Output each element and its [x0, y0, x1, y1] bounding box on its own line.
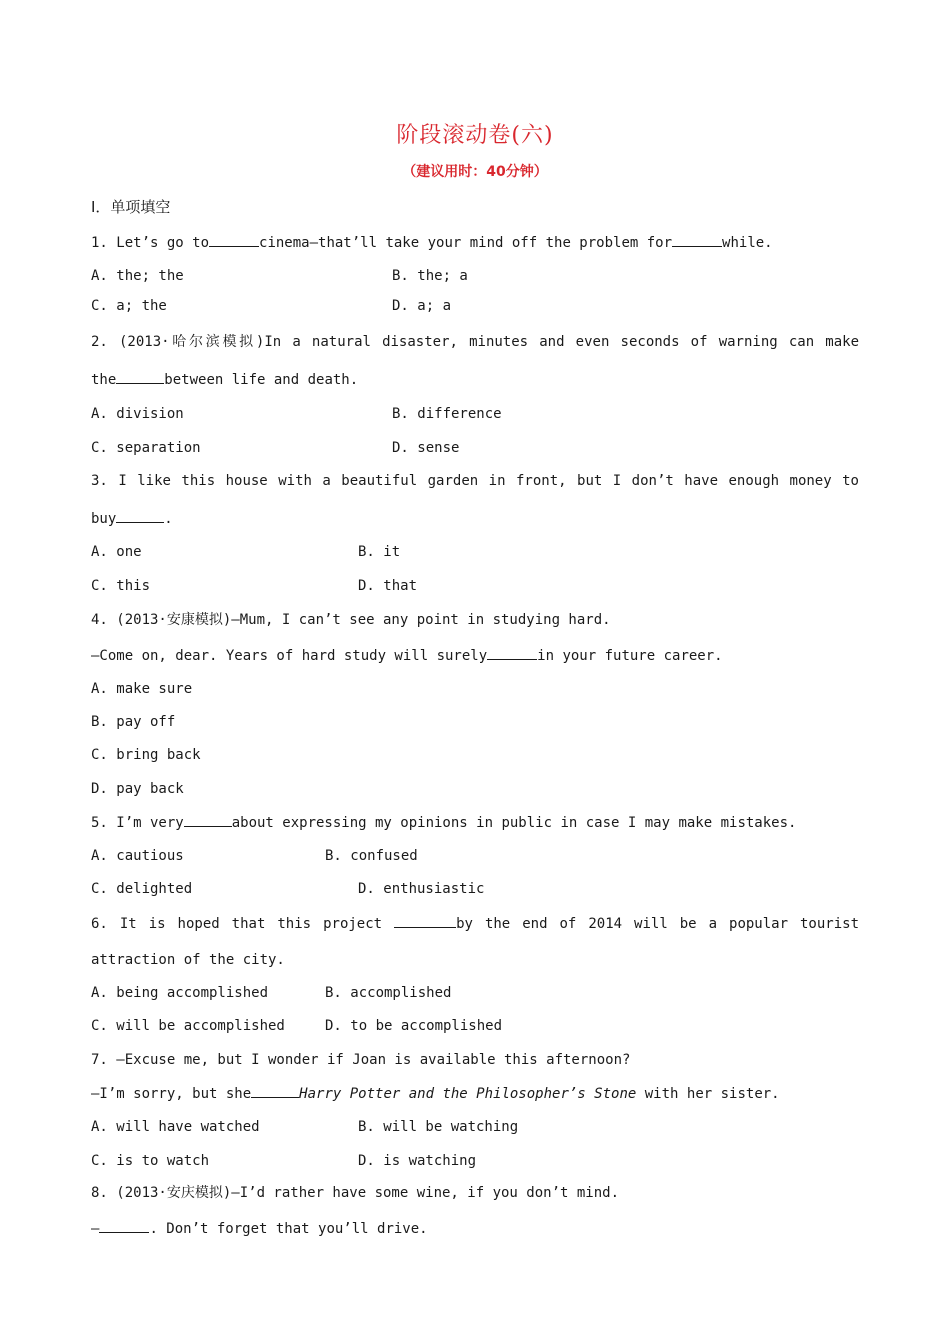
option-d: D. sense — [392, 440, 460, 456]
option-a: A. being accomplished — [91, 985, 269, 1001]
question-6-line-1 — [91, 913, 859, 934]
question-5 — [91, 812, 796, 833]
option-c: C. is to watch — [91, 1153, 210, 1169]
question-text: while. — [722, 235, 773, 251]
question-text: 6. It is hoped that this project — [91, 916, 383, 932]
section-heading: Ⅰ．单项填空 — [91, 198, 171, 216]
option-c: C. separation — [91, 440, 201, 456]
answer-blank — [251, 1083, 299, 1098]
question-7-line-1: 7. —Excuse me, but I wonder if Joan is available this afternoon? — [91, 1052, 631, 1068]
option-b: B. difference — [392, 406, 502, 422]
question-text: — — [91, 1221, 100, 1237]
question-text: by the end of 2014 will be a popular tourist — [456, 916, 860, 932]
option-c: C. bring back — [91, 747, 201, 763]
question-4-line-1: 4. (2013·安康模拟)—Mum, I can’t see any point in studying hard. — [91, 612, 611, 628]
question-7-line-2 — [91, 1083, 780, 1104]
option-c: C. delighted — [91, 881, 193, 897]
book-title: Harry Potter and the Philosopher’s Stone — [299, 1086, 637, 1102]
question-text: . Don’t forget that you’ll drive. — [149, 1221, 428, 1237]
answer-blank — [184, 812, 232, 827]
option-b: B. accomplished — [325, 985, 452, 1001]
option-c: C. this — [91, 578, 151, 594]
answer-blank — [116, 369, 164, 384]
time-suggestion: （建议用时：40分钟） — [402, 164, 548, 180]
question-text: 5. I’m very — [91, 815, 184, 831]
option-d: D. a; a — [392, 298, 452, 314]
option-a: A. cautious — [91, 848, 184, 864]
page-title: 阶段滚动卷(六) — [396, 123, 554, 148]
question-6-line-2: attraction of the city. — [91, 952, 285, 968]
question-text: . — [164, 511, 173, 527]
option-b: B. pay off — [91, 714, 176, 730]
question-8-line-2 — [91, 1218, 428, 1239]
option-a: A. the; the — [91, 268, 184, 284]
option-b: B. confused — [325, 848, 418, 864]
question-text: the — [91, 372, 117, 388]
question-8-line-1: 8. (2013·安庆模拟)—I’d rather have some wine, if you don’t mind. — [91, 1185, 620, 1201]
question-text: buy — [91, 511, 117, 527]
option-b: B. will be watching — [358, 1119, 519, 1135]
question-text: about expressing my opinions in public in case I may make mistakes. — [231, 815, 797, 831]
question-1 — [91, 232, 773, 253]
answer-blank — [394, 913, 456, 928]
question-2-line-2 — [91, 369, 358, 390]
answer-blank — [487, 645, 537, 660]
option-c: C. will be accomplished — [91, 1018, 285, 1034]
question-3-line-1: 3. I like this house with a beautiful garden in front, but I don’t have enough money to — [91, 473, 859, 489]
question-text: cinema—that’ll take your mind off the problem for — [259, 235, 673, 251]
option-d: D. pay back — [91, 781, 184, 797]
option-a: A. one — [91, 544, 142, 560]
option-d: D. that — [358, 578, 418, 594]
option-d: D. is watching — [358, 1153, 477, 1169]
question-2-line-1: 2. (2013·哈尔滨模拟)In a natural disaster, minutes and even seconds of warning can make — [91, 334, 859, 350]
answer-blank — [116, 508, 164, 523]
option-b: B. it — [358, 544, 401, 560]
question-text: with her sister. — [636, 1086, 780, 1102]
question-text: between life and death. — [164, 372, 359, 388]
question-text: —I’m sorry, but she — [91, 1086, 252, 1102]
answer-blank — [672, 232, 722, 247]
option-d: D. enthusiastic — [358, 881, 485, 897]
question-3-line-2 — [91, 508, 173, 529]
question-text: —Come on, dear. Years of hard study will surely — [91, 648, 488, 664]
question-text: in your future career. — [537, 648, 723, 664]
answer-blank — [99, 1218, 149, 1233]
option-a: A. will have watched — [91, 1119, 260, 1135]
option-a: A. division — [91, 406, 184, 422]
option-b: B. the; a — [392, 268, 468, 284]
question-4-line-2 — [91, 645, 723, 666]
option-d: D. to be accomplished — [325, 1018, 503, 1034]
answer-blank — [209, 232, 259, 247]
option-a: A. make sure — [91, 681, 193, 697]
option-c: C. a; the — [91, 298, 167, 314]
question-text: 1. Let’s go to — [91, 235, 210, 251]
